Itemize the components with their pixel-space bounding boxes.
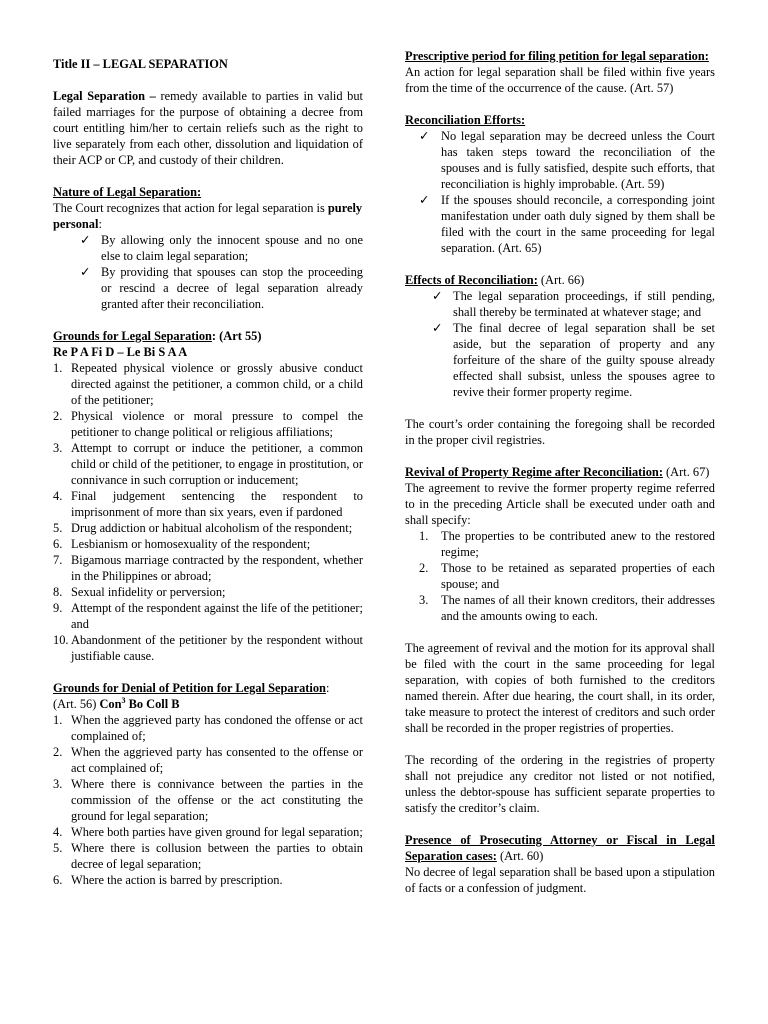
nature-colon: : — [98, 217, 102, 231]
list-item — [405, 288, 715, 320]
denial-mnemonic-sup: 3 — [121, 695, 126, 705]
denial-art: (Art. 56) — [53, 697, 100, 711]
fiscal-heading — [405, 832, 715, 864]
list-item-text: Those to be retained as separated properties of each spouse; and — [441, 561, 715, 591]
list-item-text: No legal separation may be decreed unless the Court has taken steps toward the reconciliation of the spouses and is fully satisfied, despite such efforts, that reconciliation is highly improbable. (Art. 59) — [441, 129, 715, 191]
list-item-text: When the aggrieved party has consented to the offense or act complained of; — [71, 745, 363, 775]
list-item-text: The legal separation proceedings, if still pending, shall thereby be terminated at whatever stage; and — [453, 289, 715, 319]
list-item: 7. Bigamous marriage contracted by the respondent, whether in the Philippines or abroad; — [53, 553, 363, 583]
purely-personal: purely personal — [53, 201, 363, 231]
list-item-text: Attempt to corrupt or induce the petitioner, a common child or child of the petitioner, to engage in prostitution, or connivance in such corruption or inducement; — [71, 441, 363, 487]
effects-heading — [405, 272, 715, 288]
fiscal-art: (Art. 60) — [496, 849, 544, 863]
left-column — [53, 48, 363, 888]
list-item-text: Where both parties have given ground for legal separation; — [71, 825, 363, 839]
list-item: 3. The names of all their known creditors, their addresses and the amounts owing to each. — [419, 593, 715, 623]
list-item: 5. Where there is collusion between the parties to obtain decree of legal separation; — [53, 841, 363, 871]
list-item — [53, 264, 363, 312]
prescriptive-heading: Prescriptive period for filing petition for legal separation: — [405, 49, 709, 63]
list-item-text: Bigamous marriage contracted by the respondent, whether in the Philippines or abroad; — [71, 553, 363, 583]
list-item: 3. Attempt to corrupt or induce the petitioner, a common child or child of the petitioner, to engage in prostitution, or connivance in such corruption or inducement; — [53, 441, 363, 487]
grounds-list — [53, 360, 363, 664]
reconciliation-list — [405, 128, 715, 256]
revival-art: (Art. 67) — [662, 465, 710, 479]
nature-list — [53, 232, 363, 312]
list-item: 2. Physical violence or moral pressure to compel the petitioner to change political or religious affiliations; — [53, 409, 363, 439]
list-item-text: Lesbianism or homosexuality of the respondent; — [71, 537, 311, 551]
definition-term: Legal Separation – — [53, 89, 161, 103]
denial-colon: : — [325, 681, 330, 695]
prescriptive-text: An action for legal separation shall be filed within five years from the time of the occurrence of the cause. (Art. 57) — [405, 65, 715, 95]
nature-intro — [53, 200, 363, 232]
list-item — [53, 232, 363, 264]
grounds-art: : (Art 55) — [211, 329, 262, 343]
effects-list — [405, 288, 715, 400]
revival-text: The agreement to revive the former property regime referred to in the preceding Article shall be executed under oath and shall specify: — [405, 481, 715, 527]
fiscal-text: No decree of legal separation shall be based upon a stipulation of facts or a confession of judgment. — [405, 865, 715, 895]
list-item-text: Abandonment of the petitioner by the respondent without justifiable cause. — [71, 633, 363, 663]
denial-heading — [53, 680, 363, 696]
list-item-text: The final decree of legal separation shall be set aside, but the separation of property and any forfeiture of the share of the guilty spouse already effected shall subsist, unless the spouses agree to revive their former property regime. — [453, 321, 715, 399]
list-item: 6. Where the action is barred by prescription. — [53, 873, 283, 887]
list-item — [405, 128, 715, 192]
agreement-text: The agreement of revival and the motion for its approval shall be filed with the court in the same proceeding for legal separation, with copies of both furnished to the creditors named therein. After due hearing, the court shall, in its order, take measure to protect the interest of creditors and such order shall be recorded in the proper registries of properties. — [405, 641, 715, 735]
check-icon: ✓ — [80, 233, 91, 247]
list-item: 2. When the aggrieved party has consented to the offense or act complained of; — [53, 745, 363, 775]
list-item: 6. Lesbianism or homosexuality of the respondent; — [53, 537, 311, 551]
check-icon: ✓ — [432, 289, 443, 303]
list-item — [405, 192, 715, 256]
list-item — [405, 320, 715, 400]
effects-heading-text: Effects of Reconciliation: — [405, 273, 538, 287]
list-item-text: The properties to be contributed anew to the restored regime; — [441, 529, 715, 559]
order-recorded-text: The court’s order containing the foregoing shall be recorded in the proper civil registries. — [405, 417, 715, 447]
list-item-text: Repeated physical violence or grossly abusive conduct directed against the petitioner, a common child, or a child of the petitioner; — [71, 361, 363, 407]
check-icon: ✓ — [419, 193, 430, 207]
list-item-text: Final judgement sentencing the respondent to imprisonment of more than six years, even if pardoned — [71, 489, 363, 519]
list-item-text: Where there is connivance between the parties in the commission of the offense or the act constituting the ground for legal separation; — [71, 777, 363, 823]
list-item-text: By providing that spouses can stop the proceeding or rescind a decree of legal separation already granted after their reconciliation. — [101, 265, 363, 311]
list-item: 10. Abandonment of the petitioner by the respondent without justifiable cause. — [53, 633, 363, 663]
list-item: 3. Where there is connivance between the parties in the commission of the offense or the act constituting the ground for legal separation; — [53, 777, 363, 823]
list-item-text: If the spouses should reconcile, a corresponding joint manifestation under oath duly signed by them shall be filed with the court in the same proceeding for legal separation. (Art. 65) — [441, 193, 715, 255]
list-item-text: When the aggrieved party has condoned the offense or act complained of; — [71, 713, 363, 743]
revival-list — [405, 528, 715, 624]
effects-art: (Art. 66) — [537, 273, 585, 287]
document-title: Title II – LEGAL SEPARATION — [53, 57, 228, 71]
check-icon: ✓ — [432, 321, 443, 335]
list-item-text: The names of all their known creditors, their addresses and the amounts owing to each. — [441, 593, 715, 623]
list-item-text: Where there is collusion between the parties to obtain decree of legal separation; — [71, 841, 363, 871]
denial-list — [53, 712, 363, 888]
grounds-heading-text: Grounds for Legal Separation — [53, 329, 212, 343]
list-item: 2. Those to be retained as separated properties of each spouse; and — [419, 561, 715, 591]
list-item-text: Drug addiction or habitual alcoholism of the respondent; — [71, 521, 353, 535]
check-icon: ✓ — [419, 129, 430, 143]
grounds-mnemonic: Re P A Fi D – Le Bi S A A — [53, 345, 188, 359]
nature-intro-text: The Court recognizes that action for legal separation is — [53, 201, 328, 215]
list-item: 4. Where both parties have given ground for legal separation; — [53, 825, 363, 839]
list-item: 1. Repeated physical violence or grossly abusive conduct directed against the petitioner, a common child, or a child of the petitioner; — [53, 361, 363, 407]
list-item: 1. When the aggrieved party has condoned the offense or act complained of; — [53, 713, 363, 743]
list-item: 9. Attempt of the respondent against the life of the petitioner; and — [53, 601, 363, 631]
revival-heading — [405, 464, 715, 480]
list-item-text: By allowing only the innocent spouse and no one else to claim legal separation; — [101, 233, 363, 263]
denial-mnemonic-b: Bo Coll B — [125, 697, 180, 711]
denial-heading-text: Grounds for Denial of Petition for Legal Separation — [53, 681, 326, 695]
reconciliation-heading: Reconciliation Efforts: — [405, 113, 526, 127]
definition-text: remedy available to parties in valid but failed marriages for the purpose of obtaining a decree from court entitling him/her to certain reliefs such as the right to live separately from each other, dissolution and liquidation of their ACP or CP, and custody of their children. — [53, 89, 363, 167]
denial-mnemonic — [53, 696, 363, 712]
list-item: 4. Final judgement sentencing the respondent to imprisonment of more than six years, even if pardoned — [53, 489, 363, 519]
legal-separation-definition — [53, 88, 363, 168]
list-item: 5. Drug addiction or habitual alcoholism of the respondent; — [53, 521, 353, 535]
denial-mnemonic-a: Con — [99, 697, 122, 711]
list-item-text: Where the action is barred by prescription. — [71, 873, 283, 887]
list-item-text: Physical violence or moral pressure to compel the petitioner to change political or religious affiliations; — [71, 409, 363, 439]
list-item: 1. The properties to be contributed anew to the restored regime; — [419, 529, 715, 559]
nature-heading: Nature of Legal Separation: — [53, 185, 202, 199]
fiscal-heading-text: Presence of Prosecuting Attorney or Fiscal in Legal Separation cases: — [405, 833, 715, 863]
recording-text: The recording of the ordering in the registries of property shall not prejudice any creditor not listed or not notified, unless the debtor-spouse has sufficient separate properties to satisfy the creditor’s claim. — [405, 753, 715, 815]
list-item-text: Attempt of the respondent against the life of the petitioner; and — [71, 601, 363, 631]
revival-heading-text: Revival of Property Regime after Reconciliation: — [405, 465, 663, 479]
list-item-text: Sexual infidelity or perversion; — [71, 585, 226, 599]
right-column — [405, 48, 715, 896]
grounds-heading — [53, 328, 363, 344]
list-item: 8. Sexual infidelity or perversion; — [53, 585, 226, 599]
check-icon: ✓ — [80, 265, 91, 279]
